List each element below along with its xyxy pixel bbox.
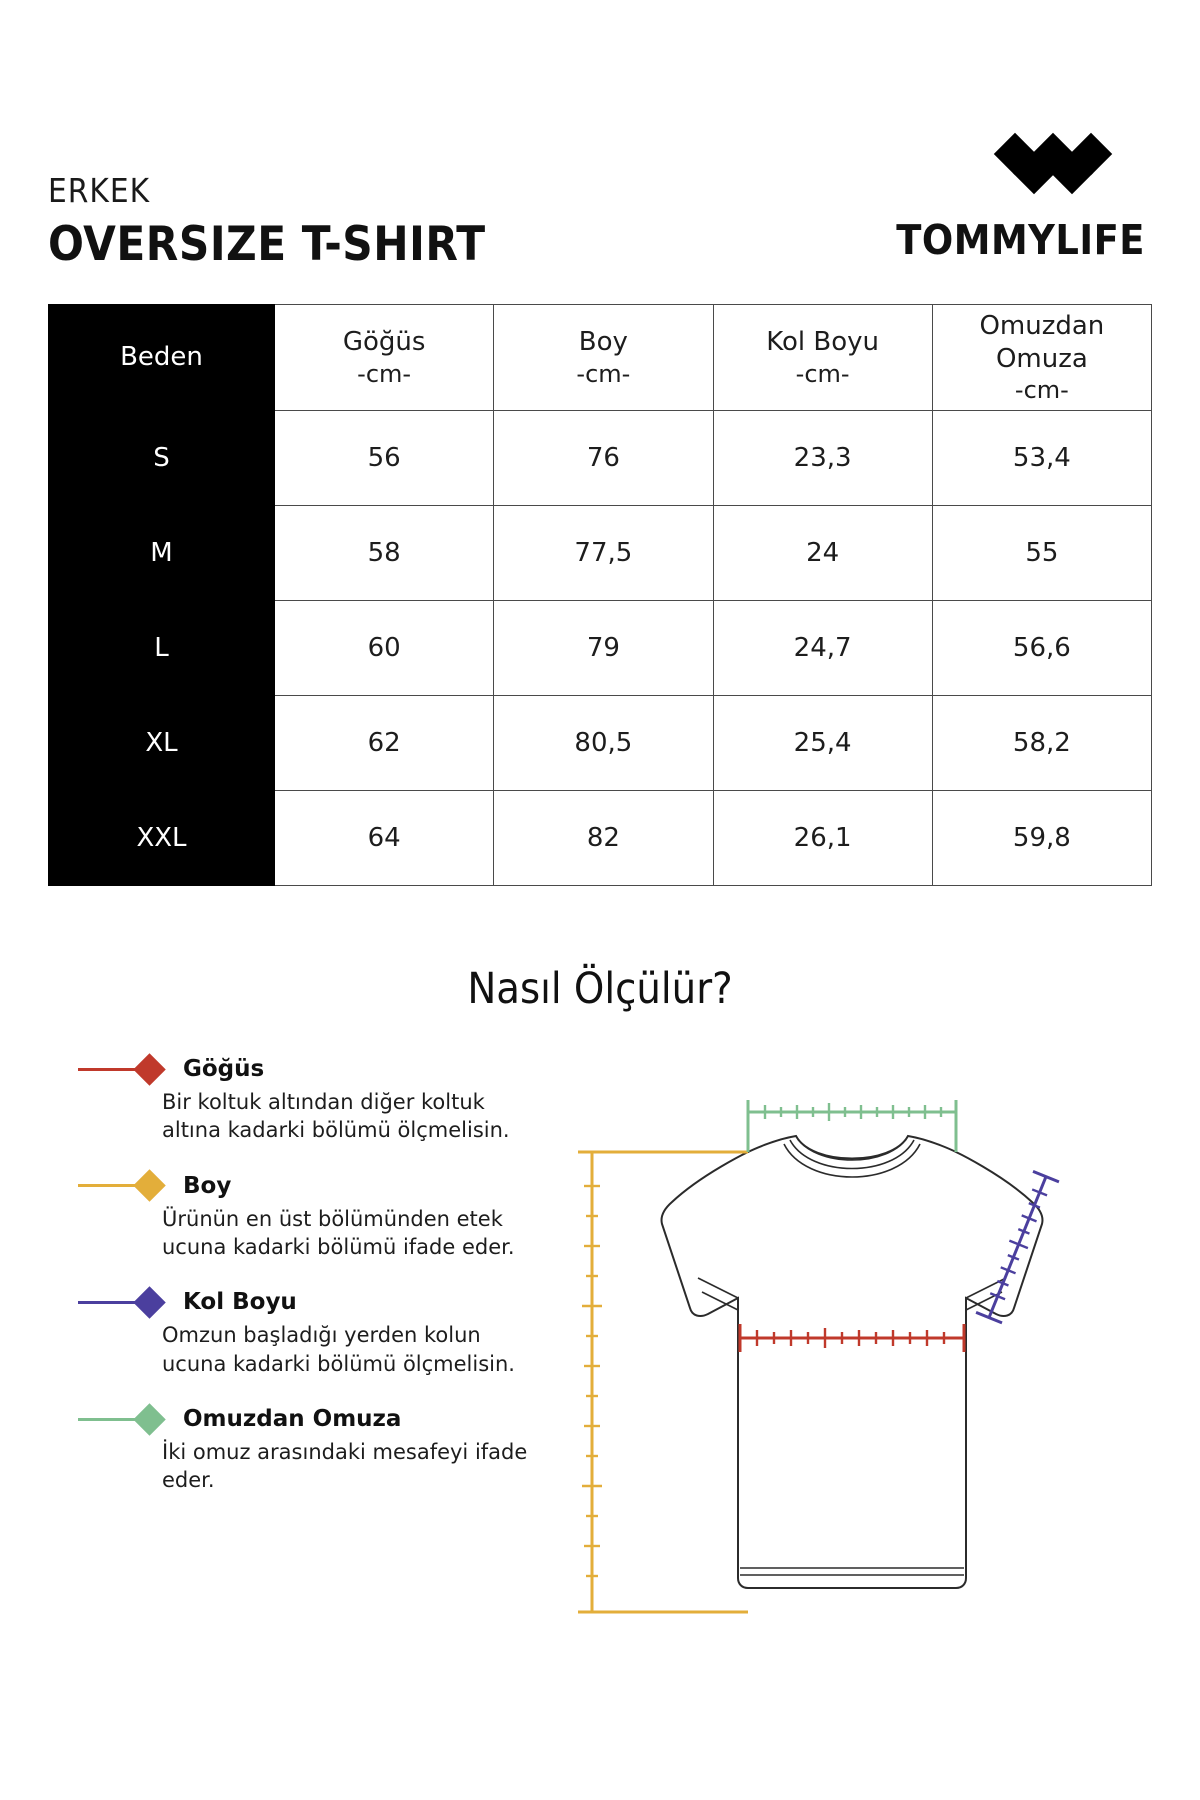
cell-length: 82 bbox=[494, 791, 713, 886]
cell-shoulder: 55 bbox=[932, 506, 1151, 601]
legend-label-sleeve: Kol Boyu bbox=[183, 1289, 297, 1316]
cell-shoulder: 53,4 bbox=[932, 411, 1151, 506]
sleeve-marker-line-icon bbox=[78, 1301, 140, 1304]
cell-length: 79 bbox=[494, 601, 713, 696]
cell-size: S bbox=[49, 411, 275, 506]
length-marker-diamond-icon bbox=[133, 1169, 166, 1202]
cell-sleeve: 24 bbox=[713, 506, 932, 601]
cell-length: 77,5 bbox=[494, 506, 713, 601]
cell-size: L bbox=[49, 601, 275, 696]
table-row bbox=[49, 696, 1152, 791]
column-header-chest-label: Göğüs bbox=[342, 327, 426, 358]
table-row bbox=[49, 601, 1152, 696]
legend-desc-chest: Bir koltuk altından diğer koltuk altına kadarki bölümü ölçmelisin. bbox=[162, 1090, 510, 1143]
cell-chest: 56 bbox=[275, 411, 494, 506]
column-header-sleeve bbox=[713, 305, 932, 411]
legend-head bbox=[78, 1289, 542, 1315]
table-row bbox=[49, 791, 1152, 886]
legend-label-length: Boy bbox=[183, 1172, 232, 1199]
brand-name: TOMMYLIFE bbox=[896, 216, 1145, 264]
cell-sleeve: 24,7 bbox=[713, 601, 932, 696]
legend-item-sleeve bbox=[78, 1289, 542, 1378]
cell-length: 80,5 bbox=[494, 696, 713, 791]
cell-chest: 62 bbox=[275, 696, 494, 791]
cell-chest: 58 bbox=[275, 506, 494, 601]
cell-length: 76 bbox=[494, 411, 713, 506]
column-header-chest-unit: -cm- bbox=[357, 359, 412, 388]
size-table-wrap bbox=[0, 268, 1200, 886]
measure-legend bbox=[48, 1056, 542, 1656]
cell-size: XL bbox=[49, 696, 275, 791]
legend-head bbox=[78, 1173, 542, 1199]
legend-head bbox=[78, 1056, 542, 1082]
table-row bbox=[49, 506, 1152, 601]
page-header bbox=[0, 0, 1200, 272]
legend-label-shoulder: Omuzdan Omuza bbox=[183, 1406, 402, 1433]
cell-sleeve: 26,1 bbox=[713, 791, 932, 886]
diamond-cluster-logo-icon bbox=[921, 120, 1121, 204]
cell-size: XXL bbox=[49, 791, 275, 886]
column-header-shoulder bbox=[932, 305, 1151, 411]
column-header-shoulder-label: Omuzdan Omuza bbox=[979, 311, 1105, 374]
brand-block bbox=[896, 120, 1145, 268]
cell-shoulder: 56,6 bbox=[932, 601, 1151, 696]
legend-label-chest: Göğüs bbox=[183, 1056, 265, 1082]
shoulder-marker-diamond-icon bbox=[133, 1403, 166, 1436]
title-block bbox=[48, 171, 486, 272]
legend-desc-length: Ürünün en üst bölümünden etek ucuna kadarki bölümü ifade eder. bbox=[162, 1206, 515, 1260]
table-row bbox=[49, 411, 1152, 506]
size-table bbox=[48, 304, 1152, 886]
column-header-sleeve-label: Kol Boyu bbox=[766, 327, 879, 358]
chest-marker-diamond-icon bbox=[133, 1053, 166, 1086]
cell-chest: 64 bbox=[275, 791, 494, 886]
legend-item-chest bbox=[78, 1056, 542, 1145]
page-title: OVERSIZE T-SHIRT bbox=[48, 217, 486, 272]
column-header-length-unit: -cm- bbox=[576, 359, 631, 388]
cell-sleeve: 23,3 bbox=[713, 411, 932, 506]
howto-title: Nasıl Ölçülür? bbox=[467, 964, 733, 1014]
column-header-length-label: Boy bbox=[578, 327, 628, 358]
table-header-row bbox=[49, 305, 1152, 411]
legend-desc-shoulder: İki omuz arasındaki mesafeyi ifade eder. bbox=[162, 1440, 528, 1493]
cell-shoulder: 58,2 bbox=[932, 696, 1151, 791]
cell-sleeve: 25,4 bbox=[713, 696, 932, 791]
cell-size: M bbox=[49, 506, 275, 601]
chest-marker-line-icon bbox=[78, 1068, 140, 1071]
howto-section bbox=[0, 1014, 1200, 1656]
tshirt-diagram bbox=[552, 1056, 1152, 1656]
legend-item-length bbox=[78, 1173, 542, 1262]
legend-head bbox=[78, 1406, 542, 1432]
cell-shoulder: 59,8 bbox=[932, 791, 1151, 886]
page-eyebrow: ERKEK bbox=[48, 171, 151, 210]
length-marker-line-icon bbox=[78, 1184, 140, 1187]
column-header-size-label: Beden bbox=[120, 342, 203, 373]
column-header-sleeve-unit: -cm- bbox=[795, 359, 850, 388]
column-header-length bbox=[494, 305, 713, 411]
column-header-shoulder-unit: -cm- bbox=[1014, 376, 1069, 404]
cell-chest: 60 bbox=[275, 601, 494, 696]
legend-item-shoulder bbox=[78, 1406, 542, 1495]
legend-desc-sleeve: Omzun başladığı yerden kolun ucuna kadarki bölümü ölçmelisin. bbox=[162, 1323, 515, 1376]
shoulder-marker-line-icon bbox=[78, 1418, 140, 1421]
sleeve-marker-diamond-icon bbox=[133, 1286, 166, 1319]
column-header-chest bbox=[275, 305, 494, 411]
column-header-size bbox=[49, 305, 275, 411]
